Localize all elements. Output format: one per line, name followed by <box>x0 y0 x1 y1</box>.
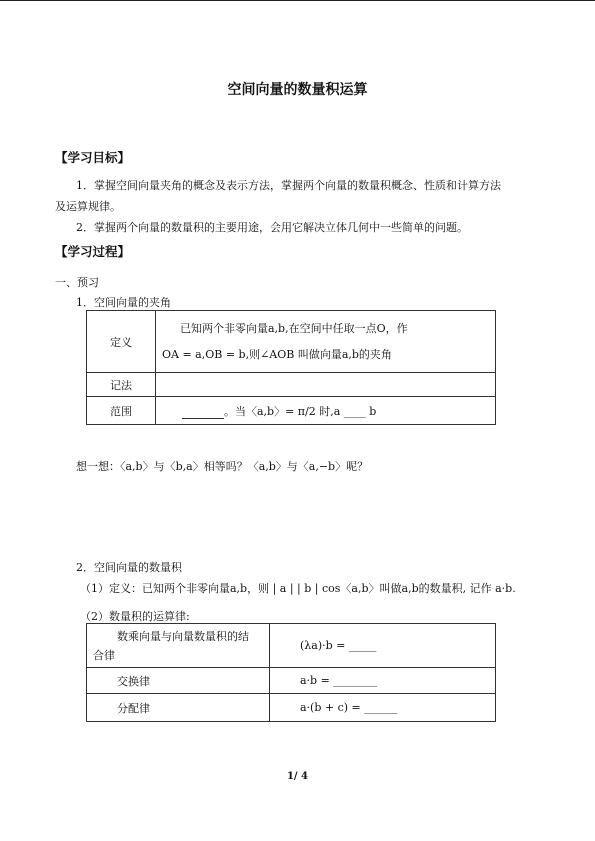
page-number: 1/ 4 <box>286 771 309 782</box>
item-dot-product-heading: 2．空间向量的数量积 <box>76 561 182 574</box>
goal-1-line-2: 及运算规律。 <box>55 200 121 213</box>
range-blank <box>182 405 224 419</box>
think-question: 想一想：〈a,b〉与〈b,a〉相等吗？〈a,b〉与〈a,−b〉呢？ <box>76 460 369 473</box>
preview-heading: 一、预习 <box>55 276 99 289</box>
law-associative-formula: (λa)·b = _____ <box>270 624 496 668</box>
definition-label: 定义 <box>87 311 156 373</box>
laws-heading: （2）数量积的运算律: <box>80 610 190 623</box>
law-associative-label-1: 数乘向量与向量数量积的结 <box>117 629 249 643</box>
dot-product-definition: （1）定义：已知两个非零向量a,b，则 | a | | b | cos〈a,b〉叫做a,b的数量积, 记作 a·b. <box>80 582 516 595</box>
section-process: 【学习过程】 <box>55 244 131 259</box>
goal-1-line-1: 1．掌握空间向量夹角的概念及表示方法，掌握两个向量的数量积概念、性质和计算方法 <box>76 179 501 192</box>
notation-cell <box>156 373 496 397</box>
page-title: 空间向量的数量积运算 <box>227 82 368 98</box>
definition-line-2: OA = a,OB = b,则∠AOB 叫做向量a,b的夹角 <box>162 347 392 361</box>
item-angle-heading: 1．空间向量的夹角 <box>76 296 171 309</box>
range-text: 。当〈a,b〉= π/2 时,a ____ b <box>224 404 377 418</box>
law-distributive-formula: a·(b + c) = ______ <box>270 694 496 722</box>
goal-2: 2．掌握两个向量的数量积的主要用途，会用它解决立体几何中一些简单的问题。 <box>76 221 468 234</box>
header-rule <box>0 0 595 1</box>
law-distributive-label: 分配律 <box>87 694 270 722</box>
definition-line-1: 已知两个非零向量a,b,在空间中任取一点O，作 <box>180 321 408 335</box>
section-goals: 【学习目标】 <box>55 150 131 165</box>
notation-label: 记法 <box>87 373 156 397</box>
law-commutative-formula: a·b = ________ <box>270 668 496 694</box>
angle-table <box>86 310 496 425</box>
range-label: 范围 <box>87 397 156 425</box>
laws-table <box>86 623 496 722</box>
law-commutative-label: 交换律 <box>87 668 270 694</box>
law-associative-label-2: 合律 <box>93 648 115 662</box>
